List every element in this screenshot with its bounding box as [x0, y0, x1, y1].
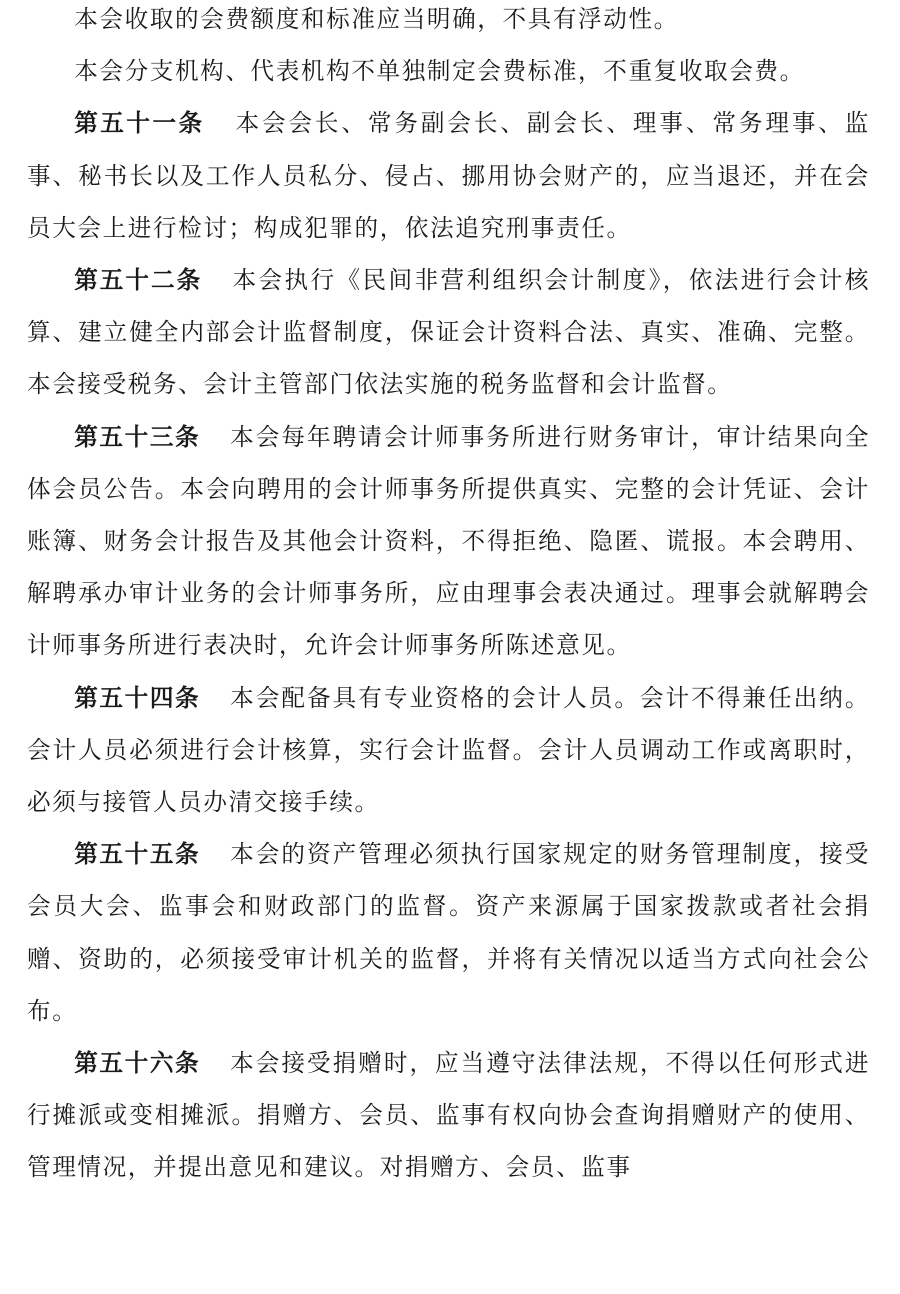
- article-55: [27, 828, 870, 1037]
- article-51: [27, 97, 870, 254]
- article-heading: 第五十一条: [74, 109, 205, 138]
- paragraph-text: 本会分支机构、代表机构不单独制定会费标准，不重复收取会费。: [74, 57, 805, 86]
- article-heading: 第五十二条: [74, 266, 203, 295]
- article-heading: 第五十六条: [74, 1049, 201, 1078]
- paragraph-branch-fee-rule: [27, 45, 870, 97]
- paragraph-membership-fee-standard: [27, 0, 870, 45]
- article-heading: 第五十四条: [74, 683, 201, 712]
- paragraph-text: 本会收取的会费额度和标准应当明确，不具有浮动性。: [74, 5, 679, 33]
- article-text: 本会执行《民间非营利组织会计制度》，依法进行会计核算、建立健全内部会计监督制度，保证会计资料合法、真实、准确、完整。本会接受税务、会计主管部门依法实施的税务监督和会计监督。: [27, 266, 871, 399]
- article-54: [27, 672, 870, 829]
- article-text: 本会会长、常务副会长、副会长、理事、常务理事、监事、秘书长以及工作人员私分、侵占、挪用协会财产的，应当退还，并在会员大会上进行检讨；构成犯罪的，依法追究刑事责任。: [27, 109, 870, 242]
- article-52: [27, 254, 870, 411]
- article-53: [27, 411, 870, 672]
- article-text: 本会配备具有专业资格的会计人员。会计不得兼任出纳。会计人员必须进行会计核算，实行会计监督。会计人员调动工作或离职时，必须与接管人员办清交接手续。: [27, 683, 871, 817]
- article-56: [27, 1037, 870, 1194]
- article-text: 本会的资产管理必须执行国家规定的财务管理制度，接受会员大会、监事会和财政部门的监督。资产来源属于国家拨款或者社会捐赠、资助的，必须接受审计机关的监督，并将有关情况以适当方式向社会公布。: [27, 840, 871, 1025]
- article-text: 本会每年聘请会计师事务所进行财务审计，审计结果向全体会员公告。本会向聘用的会计师事务所提供真实、完整的会计凭证、会计账簿、财务会计报告及其他会计资料，不得拒绝、隐匿、谎报。本会聘用、解聘承办审计业务的会计师事务所，应由理事会表决通过。理事会就解聘会计师事务所进行表决时，允许会计师事务所陈述意见。: [27, 422, 871, 660]
- article-heading: 第五十三条: [74, 422, 201, 451]
- article-text: 本会接受捐赠时，应当遵守法律法规，不得以任何形式进行摊派或变相摊派。捐赠方、会员、监事有权向协会查询捐赠财产的使用、管理情况，并提出意见和建议。对捐赠方、会员、监事: [27, 1049, 871, 1182]
- article-heading: 第五十五条: [74, 840, 201, 869]
